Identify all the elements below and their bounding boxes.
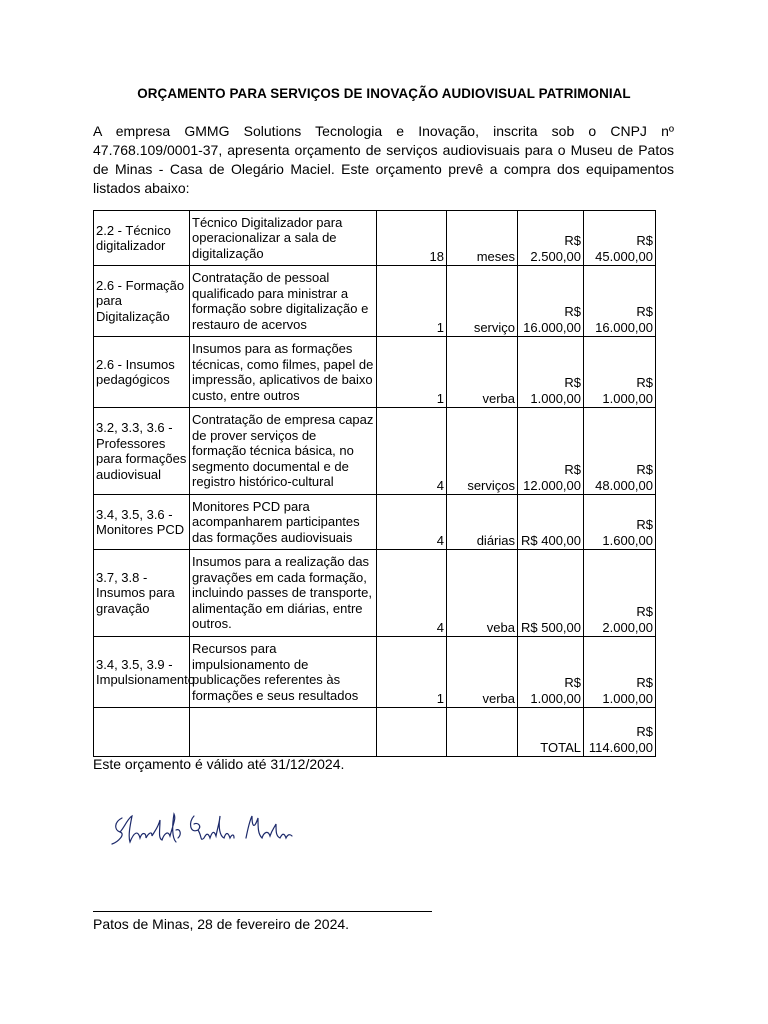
row-unit-price: R$ 16.000,00 [518, 266, 584, 337]
table-row [94, 637, 656, 708]
table-row [94, 408, 656, 495]
row-total: R$ 45.000,00 [584, 211, 656, 266]
row-code: 3.7, 3.8 - Insumos para gravação [94, 550, 190, 637]
place-and-date: Patos de Minas, 28 de fevereiro de 2024. [93, 916, 350, 932]
row-description: Monitores PCD para acompanharem participantes das formações audiovisuais [190, 495, 377, 550]
row-total: R$ 16.000,00 [584, 266, 656, 337]
row-total: R$ 48.000,00 [584, 408, 656, 495]
table-row [94, 495, 656, 550]
row-unit-price: R$ 2.500,00 [518, 211, 584, 266]
row-quantity: 4 [377, 495, 447, 550]
row-unit: serviços [447, 408, 518, 495]
row-unit-price: R$ 1.000,00 [518, 637, 584, 708]
row-unit-price: R$ 1.000,00 [518, 337, 584, 408]
row-description: Contratação de empresa capaz de prover serviços de formação técnica básica, no segmento documental e de registro histórico-cultural [190, 408, 377, 495]
validity-note: Este orçamento é válido até 31/12/2024. [93, 756, 345, 772]
row-code: 3.4, 3.5, 3.6 - Monitores PCD [94, 495, 190, 550]
row-total: R$ 2.000,00 [584, 550, 656, 637]
total-empty-cell [377, 708, 447, 757]
row-description: Insumos para a realização das gravações em cada formação, incluindo passes de transporte, alimentação em diárias, entre outros. [190, 550, 377, 637]
total-label: TOTAL [518, 708, 584, 757]
row-unit: diárias [447, 495, 518, 550]
signature [108, 808, 298, 854]
total-value: R$ 114.600,00 [584, 708, 656, 757]
table-row [94, 266, 656, 337]
row-description: Contratação de pessoal qualificado para ministrar a formação sobre digitalização e restauro de acervos [190, 266, 377, 337]
row-unit-price: R$ 400,00 [518, 495, 584, 550]
total-row [94, 708, 656, 757]
row-total: R$ 1.000,00 [584, 637, 656, 708]
intro-paragraph: A empresa GMMG Solutions Tecnologia e Inovação, inscrita sob o CNPJ nº 47.768.109/0001-37, apresenta orçamento de serviços audiovisuais para o Museu de Patos de Minas - Casa de Olegário Maciel. Este orçamento prevê a compra dos equipamentos listados abaixo: [93, 123, 674, 196]
row-unit: veba [447, 550, 518, 637]
row-quantity: 1 [377, 266, 447, 337]
table-row [94, 337, 656, 408]
row-total: R$ 1.000,00 [584, 337, 656, 408]
row-quantity: 1 [377, 337, 447, 408]
row-quantity: 18 [377, 211, 447, 266]
row-quantity: 4 [377, 408, 447, 495]
row-code: 2.2 - Técnico digitalizador [94, 211, 190, 266]
total-empty-cell [447, 708, 518, 757]
row-unit: verba [447, 337, 518, 408]
table-row [94, 550, 656, 637]
row-unit-price: R$ 12.000,00 [518, 408, 584, 495]
row-quantity: 4 [377, 550, 447, 637]
row-total: R$ 1.600,00 [584, 495, 656, 550]
row-description: Técnico Digitalizador para operacionalizar a sala de digitalização [190, 211, 377, 266]
total-empty-cell [94, 708, 190, 757]
row-code: 2.6 - Formação para Digitalização [94, 266, 190, 337]
document-title: ORÇAMENTO PARA SERVIÇOS DE INOVAÇÃO AUDIOVISUAL PATRIMONIAL [137, 86, 631, 101]
row-unit-price: R$ 500,00 [518, 550, 584, 637]
signature-line [93, 911, 432, 912]
table-row [94, 211, 656, 266]
row-quantity: 1 [377, 637, 447, 708]
row-unit: serviço [447, 266, 518, 337]
row-description: Recursos para impulsionamento de publicações referentes às formações e seus resultados [190, 637, 377, 708]
row-unit: meses [447, 211, 518, 266]
total-empty-cell [190, 708, 377, 757]
budget-table [93, 210, 656, 757]
row-unit: verba [447, 637, 518, 708]
row-code: 2.6 - Insumos pedagógicos [94, 337, 190, 408]
row-code: 3.2, 3.3, 3.6 - Professores para formações audiovisual [94, 408, 190, 495]
row-description: Insumos para as formações técnicas, como filmes, papel de impressão, aplicativos de baixo custo, entre outros [190, 337, 377, 408]
row-code: 3.4, 3.5, 3.9 - Impulsionamento [94, 637, 190, 708]
